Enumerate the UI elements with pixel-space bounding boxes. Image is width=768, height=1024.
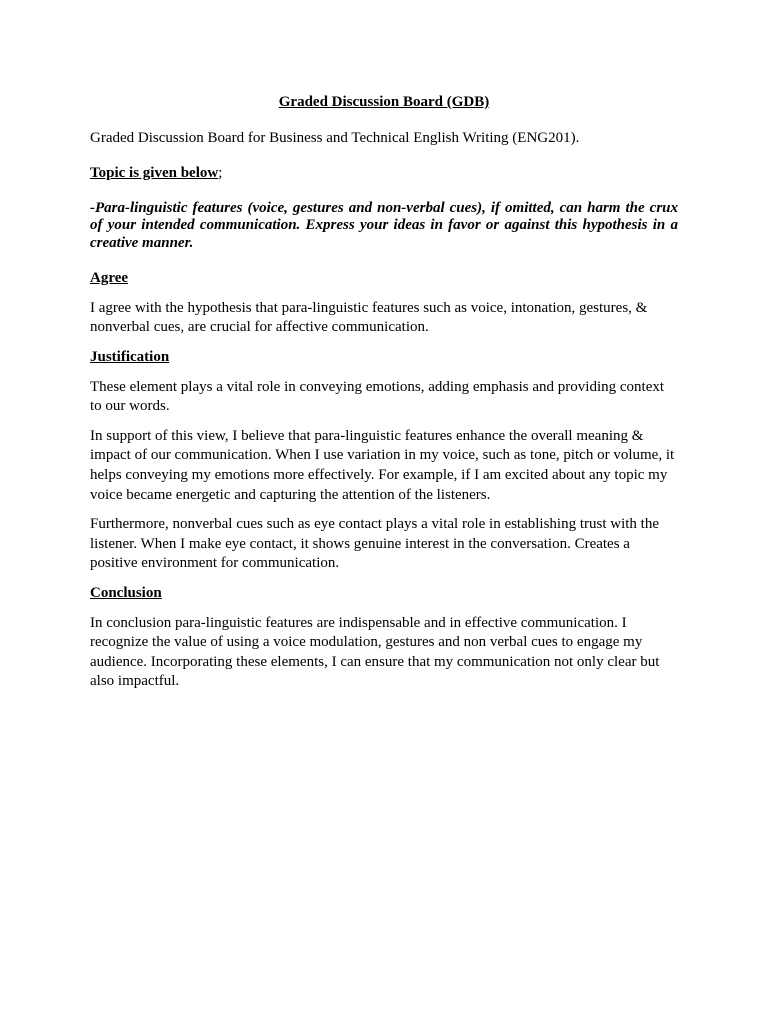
justification-paragraph-3: Furthermore, nonverbal cues such as eye contact plays a vital role in establishing trust with the listener. When I make eye contact, it shows genuine interest in the conversation. Creates a positive environment for communication. bbox=[90, 516, 660, 572]
topic-label-line bbox=[90, 164, 678, 184]
topic-label: Topic is given below bbox=[90, 165, 219, 182]
justification-paragraph-1: These element plays a vital role in conveying emotions, adding emphasis and providing context to our words. bbox=[90, 378, 665, 415]
document-page bbox=[90, 93, 678, 692]
topic-label-suffix: ; bbox=[218, 165, 223, 182]
heading-conclusion: Conclusion bbox=[90, 585, 162, 601]
topic-statement: -Para-linguistic features (voice, gestures and non-verbal cues), if omitted, can harm the crux of your intended communication. Express your ideas in favor or against this hypothesis in a creative manner. bbox=[90, 199, 678, 251]
agree-paragraph: I agree with the hypothesis that para-linguistic features such as voice, intonation, gestures, & nonverbal cues, are crucial for affective communication. bbox=[90, 299, 648, 336]
justification-paragraph-2: In support of this view, I believe that para-linguistic features enhance the overall meaning & impact of our communication. When I use variation in my voice, such as tone, pitch or volume, it helps conveying my emotions more effectively. For example, if I am excited about any topic my voice became energetic and capturing the attention of the listeners. bbox=[90, 427, 675, 503]
intro-paragraph: Graded Discussion Board for Business and Technical English Writing (ENG201). bbox=[90, 129, 580, 146]
heading-justification: Justification bbox=[90, 349, 170, 366]
document-title: Graded Discussion Board (GDB) bbox=[278, 94, 490, 110]
conclusion-paragraph: In conclusion para-linguistic features are indispensable and in effective communication. I recognize the value of using a voice modulation, gestures and non verbal cues to engage my audience. Incorporating these elements, I can ensure that my communication not only clear but also impactful. bbox=[90, 614, 660, 690]
heading-agree: Agree bbox=[90, 270, 129, 287]
